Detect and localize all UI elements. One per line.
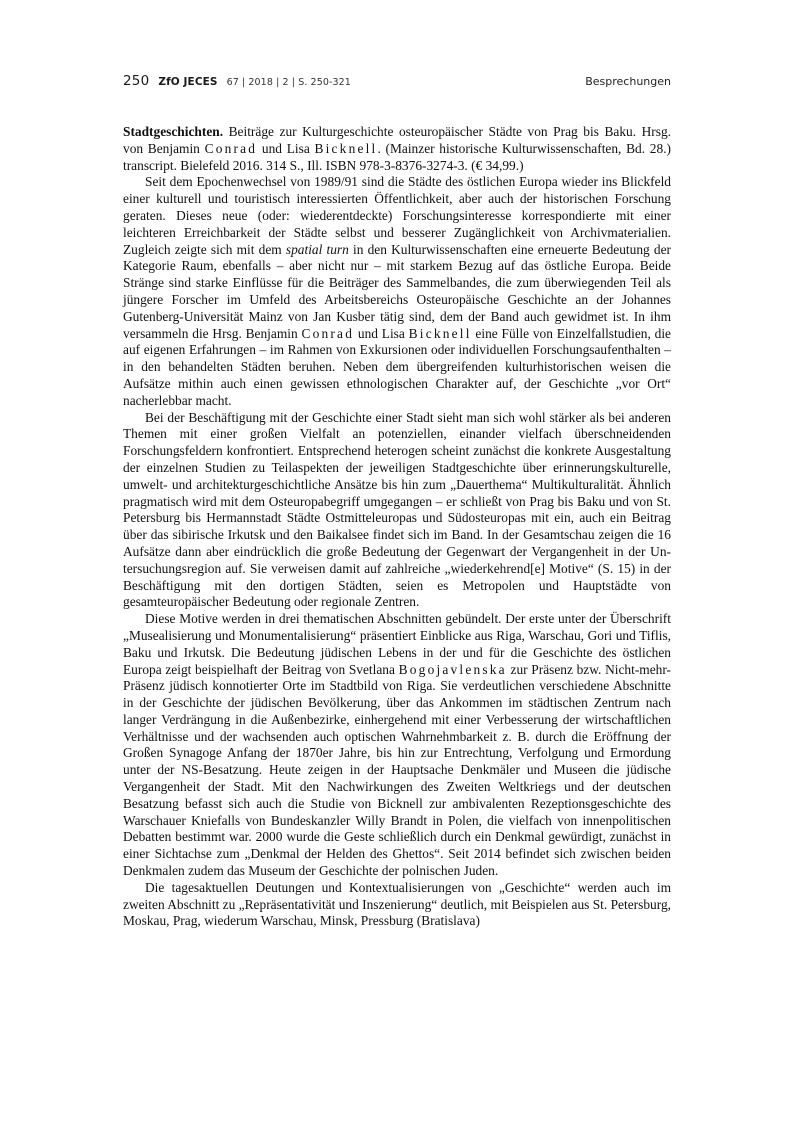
- citation-part-1: Beiträge zur Kulturgeschichte osteuropäischer Städte von Prag bis Baku. Hrsg. von Benjamin: [123, 124, 671, 156]
- header-left: [123, 73, 351, 89]
- review-body: [123, 124, 671, 930]
- paragraph-1-text-d: eine Fülle von Einzelfallstudien, die auf eigenen Erfahrungen – im Rahmen von Exkursionen oder individuellen Forschungsaufenthalten – in den behandelten Städten beruhen. Neben dem übergreifenden kulturhistorischen weisen die Aufsätze mithin auch einen gewissen ethnologischen Charakter auf, der Geschichte „vor Ort“ nacherlebbar macht.: [123, 325, 671, 408]
- editor2-surname: Bicknell: [314, 140, 378, 156]
- editor1-surname: Conrad: [204, 140, 258, 156]
- section-title: Besprechungen: [585, 75, 671, 88]
- paragraph-1-text-c: und Lisa: [354, 325, 409, 341]
- spatial-turn-term: spatial turn: [285, 241, 349, 257]
- paragraph-1-text-b: in den Kulturwissenschaften eine erneuerte Bedeutung der Kategorie Raum, ebenfalls – aber nicht nur – mit starkem Bezug auf das östliche Europa. Beide Stränge sind starke Einflüsse für die Beiträger des Sammelbandes, die zum überwiegenden Teil als jüngere Forscher im Umfeld des Arbeitsbereichs Osteuropäische Geschichte an der Johannes Gutenberg-Universität Mainz von Jan Kusber tätig sind, dem der Band auch gewidmet ist. In ihm versammeln die Hrsg. Benjamin: [123, 241, 671, 341]
- running-header: [123, 73, 671, 93]
- page-number: 250: [123, 73, 150, 89]
- paragraph-1-text-a: Seit dem Epochenwechsel von 1989/91 sind die Städte des östlichen Europa wieder ins Blickfeld einer kulturell und touristisch interessierten Öffentlichkeit, aber auch der historischen Forschung geraten. Dieses neue (oder: wiederentdeckte) Forschungsinteresse korrespondierte mit einer leichteren Erreichbarkeit der Städte selbst und besserer Zugänglichkeit von Archivmaterialien. Zugleich zeigte sich mit dem: [123, 174, 671, 257]
- paragraph-4: Die tagesaktuellen Deutungen und Kontextualisierungen von „Geschichte“ werden auch im zweiten Abschnitt zu „Repräsentativität und Inszenierung“ deutlich, mit Beispielen aus St. Petersburg, Moskau, Prag, wiederum Warschau, Minsk, Pressburg (Bratislava): [123, 879, 671, 929]
- paragraph-3: [123, 611, 671, 880]
- citation-part-2: und Lisa: [257, 140, 315, 156]
- review-citation: [123, 124, 671, 174]
- paragraph-3-text-b: zur Präsenz bzw. Nicht-mehr-Präsenz jüdisch konnotierter Orte im Stadtbild von Riga. Sie verdeutlichen verschiedene Abschnitte in der Geschichte der jüdischen Bevölkerung, über das Ankommen im städtischen Zentrum nach langer Verdrängung in die Außenbezirke, einhergehend mit einer Verbesserung der wirtschaftlichen Verhältnisse und der wachsenden auch optischen Wahrnehmbarkeit z. B. durch die Eröffnung der Großen Synagoge Anfang der 1870er Jahre, bis hin zur Entrechtung, Verfolgung und Ermordung unter der NS-Besatzung. Heute zeigen in der Hauptsache Denkmäler und Museen die jüdische Vergangenheit der Stadt. Mit den Nachwirkungen des Zweiten Weltkriegs und der deutschen Besatzung befasst sich auch die Studie von Bicknell zur ambivalenten Rezeptionsgeschichte des Warschauer Kniefalls von Bundeskanzler Willy Brandt in Polen, die vielfach von innenpolitischen Debatten bestimmt war. 2000 wurde die Geste schließlich durch ein Denkmal gewürdigt, zunächst in einer Sichtachse zum „Denkmal der Helden des Ghettos“. Seit 2014 befindet sich zwischen beiden Denkmalen zudem das Museum der Geschichte der polnischen Juden.: [123, 661, 671, 879]
- paragraph-3-text-a: Diese Motive werden in drei thematischen Abschnitten gebündelt. Der erste unter der Überschrift „Musealisierung und Monumentalisierung“ präsentiert Einblicke aus Riga, Warschau, Gori und Tiflis, Baku und Irkutsk. Die Bedeutung jüdischen Lebens in der und für die Geschichte des östlichen Europa zeigt beispielhaft der Beitrag von Svetlana: [123, 611, 671, 677]
- paragraph-2: Bei der Beschäftigung mit der Geschichte einer Stadt sieht man sich wohl stärker als bei anderen Themen mit einer großen Vielfalt an potenziellen, einander vielfach überschneidenden Forschungsfeldern konfrontiert. Entsprechend heterogen scheint zunächst die konkrete Ausgestaltung der einzelnen Studien zu Teilaspekten der jeweiligen Stadtgeschichte über erinnerungskulturelle, umwelt- und architekturgeschichtliche Ansätze bis hin zum „Dauerthema“ Multikulturalität. Ähnlich pragmatisch wird mit dem Osteuropabegriff umgegangen – er schließt von Prag bis Baku und von St. Petersburg bis Hermannstadt Städte Ostmitteleuropas und Südosteuropas mit ein, auch ein Beitrag über das sibirische Irkutsk und den Baikalsee findet sich im Band. In der Gesamtschau zeigen die 16 Aufsätze dann aber eindrücklich die große Bedeutung der Gegenwart der Vergangenheit in der Untersuchungsregion auf. Sie verweisen damit auf zahlreiche „wiederkehrend[e] Motive“ (S. 15) in der Beschäftigung mit den dortigen Städten, seien es Metropolen und Hauptstädte von gesamteuropäischer Bedeutung oder regionale Zentren.: [123, 409, 671, 610]
- author3-surname: Bogojavlenska: [398, 661, 507, 677]
- editor2-surname-inline: Bicknell: [408, 325, 472, 341]
- paragraph-1: [123, 174, 671, 409]
- review-title: Stadtgeschichten.: [123, 124, 224, 139]
- editor1-surname-inline: Conrad: [301, 325, 355, 341]
- journal-name: ZfO JECES: [158, 76, 218, 88]
- citation-part-3: . (Mainzer historische Kulturwissenschaften, Bd. 28.) transcript. Bielefeld 2016. 314 S., Ill. ISBN 978-3-8376-3274-3. (€ 34,99.): [123, 140, 671, 173]
- issue-info: 67 | 2018 | 2 | S. 250‑321: [226, 77, 351, 88]
